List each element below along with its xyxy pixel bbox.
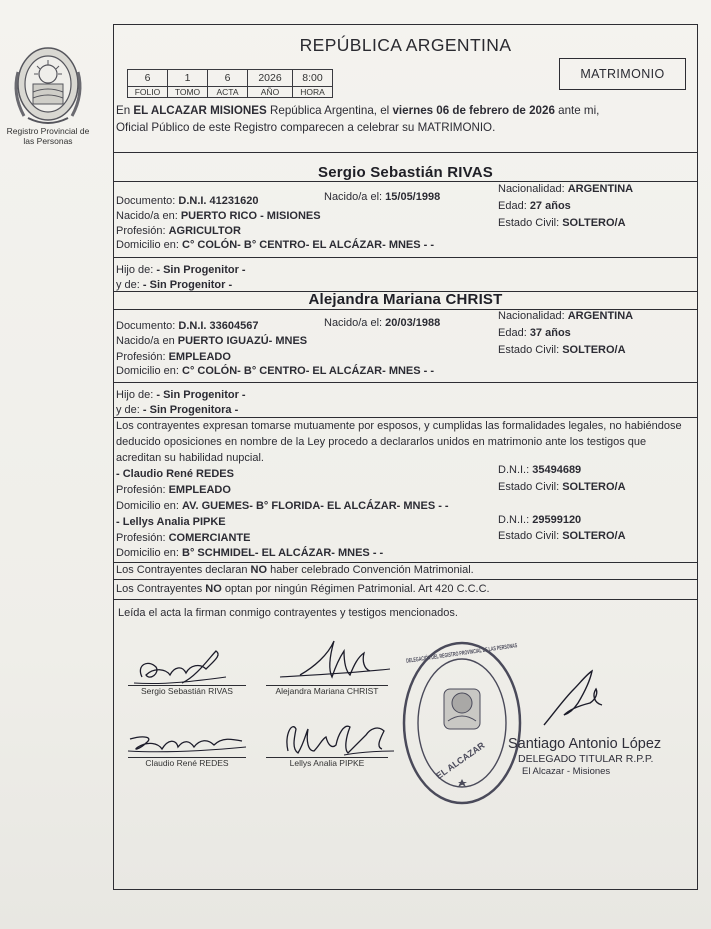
stamp-top-text: DELEGACIÓN DEL REGISTRO PROVINCIAL DE LAS PERSONAS	[405, 633, 590, 665]
folio-value: 6	[128, 70, 168, 87]
witness1-address: Domicilio en: AV. GUEMES- B° FLORIDA- EL ALCÁZAR- MNES - -	[116, 500, 449, 512]
ceremony-date: viernes 06 de febrero de 2026	[392, 104, 555, 117]
spouse2-profession: Profesión: EMPLEADO	[116, 351, 231, 363]
official-location: El Alcazar - Misiones	[522, 766, 611, 777]
spouse2-name: Alejandra Mariana CHRIST	[308, 291, 503, 308]
year-value: 2026	[248, 70, 293, 87]
divider	[114, 257, 697, 258]
country-title: REPÚBLICA ARGENTINA	[299, 35, 512, 55]
spouse1-address: Domicilio en: C° COLÓN- B° CENTRO- EL ALCÁZAR- MNES - -	[116, 239, 435, 251]
registry-caption: Registro Provincial de las Personas	[6, 126, 90, 146]
stamp-center-text: EL ALCAZAR	[434, 740, 487, 781]
witness2-signature-label: Lellys Analia PIPKE	[289, 758, 365, 768]
provincial-coat-of-arms-icon	[10, 44, 86, 130]
official-name: Santiago Antonio López	[508, 736, 662, 752]
witness2-profession: Profesión: COMERCIANTE	[116, 532, 251, 544]
hour-label: HORA	[293, 87, 333, 98]
witness2-dni: D.N.I.: 29599120	[498, 514, 582, 526]
tomo-value: 1	[168, 70, 208, 87]
convention-statement: Los Contrayentes declaran NO haber celebrado Convención Matrimonial.	[116, 564, 474, 576]
spouse1-parent2: y de: - Sin Progenitor -	[116, 279, 233, 291]
office-name: EL ALCAZAR MISIONES	[133, 104, 267, 117]
witness1-signature-icon	[124, 725, 249, 761]
witness1-civil-status: Estado Civil: SOLTERO/A	[498, 481, 626, 493]
acta-value: 6	[208, 70, 248, 87]
witness1-dni: D.N.I.: 35494689	[498, 464, 582, 476]
spouse2-parent1: Hijo de: - Sin Progenitor -	[116, 389, 246, 401]
spouse1-age: Edad: 27 años	[498, 200, 571, 212]
divider	[114, 152, 697, 153]
spouse2-birthplace: Nacido/a en PUERTO IGUAZÚ- MNES	[116, 335, 308, 347]
hour-value: 8:00	[293, 70, 333, 87]
spouse1-signature-label: Sergio Sebastián RIVAS	[141, 686, 233, 696]
divider	[114, 599, 697, 600]
witness2-name: - Lellys Analia PIPKE	[116, 516, 226, 528]
official-block	[508, 735, 661, 778]
divider	[114, 181, 697, 182]
year-label: AÑO	[248, 87, 293, 98]
spouse2-document: Documento: D.N.I. 33604567	[116, 320, 259, 332]
divider	[114, 562, 697, 563]
spouse1-birth-date: Nacido/a el: 15/05/1998	[324, 191, 441, 203]
spouse2-nationality: Nacionalidad: ARGENTINA	[498, 310, 634, 322]
witness2-address: Domicilio en: B° SCHMIDEL- EL ALCÁZAR- MNES - -	[116, 547, 384, 559]
spouse1-document: Documento: D.N.I. 41231620	[116, 195, 259, 207]
declaration-text: Los contrayentes expresan tomarse mutuamente por esposos, y cumplidas las formalidades legales, no habiéndose deducido oposiciones en nombre de la Ley procedo a declararlos unidos en matrimonio ante los testigos que acreditan su habilidad nupcial.	[116, 420, 682, 464]
act-type-box: MATRIMONIO	[559, 58, 686, 90]
spouse2-signature-icon	[274, 631, 394, 689]
witness1-name: - Claudio René REDES	[116, 468, 234, 480]
spouse1-birthplace: Nacido/a en: PUERTO RICO - MISIONES	[116, 210, 321, 222]
witness2-signature-icon	[274, 715, 404, 763]
tomo-label: TOMO	[168, 87, 208, 98]
witness1-profession: Profesión: EMPLEADO	[116, 484, 231, 496]
registry-fields-table	[127, 69, 333, 98]
spouse1-parent1: Hijo de: - Sin Progenitor -	[116, 264, 246, 276]
intro-paragraph: En EL ALCAZAR MISIONES República Argentina, el viernes 06 de febrero de 2026 ante mi, Oficial Público de este Registro comparecen a celebrar su MATRIMONIO.	[116, 104, 600, 134]
certificate-frame	[113, 24, 698, 890]
witness1-signature-label: Claudio René REDES	[145, 758, 229, 768]
spouse2-parent2: y de: - Sin Progenitora -	[116, 404, 239, 416]
regime-statement: Los Contrayentes NO optan por ningún Régimen Patrimonial. Art 420 C.C.C.	[116, 583, 490, 595]
divider	[114, 579, 697, 580]
spouse1-civil-status: Estado Civil: SOLTERO/A	[498, 217, 626, 229]
acta-label: ACTA	[208, 87, 248, 98]
official-title: DELEGADO TITULAR R.P.P.	[518, 753, 654, 765]
spouse1-name: Sergio Sebastián RIVAS	[317, 164, 493, 181]
closing-statement: Leída el acta la firman conmigo contrayentes y testigos mencionados.	[118, 607, 458, 619]
spouse2-signature-label: Alejandra Mariana CHRIST	[275, 686, 379, 696]
spouse1-nationality: Nacionalidad: ARGENTINA	[498, 183, 634, 195]
spouse2-civil-status: Estado Civil: SOLTERO/A	[498, 344, 626, 356]
official-signature-icon	[524, 669, 624, 731]
spouse2-address: Domicilio en: C° COLÓN- B° CENTRO- EL ALCÁZAR- MNES - -	[116, 365, 435, 377]
folio-label: FOLIO	[128, 87, 168, 98]
divider	[114, 382, 697, 383]
spouse2-birth-date: Nacido/a el: 20/03/1988	[324, 317, 441, 329]
spouse2-age: Edad: 37 años	[498, 327, 571, 339]
witness2-civil-status: Estado Civil: SOLTERO/A	[498, 530, 626, 542]
spouse1-profession: Profesión: AGRICULTOR	[116, 225, 241, 237]
